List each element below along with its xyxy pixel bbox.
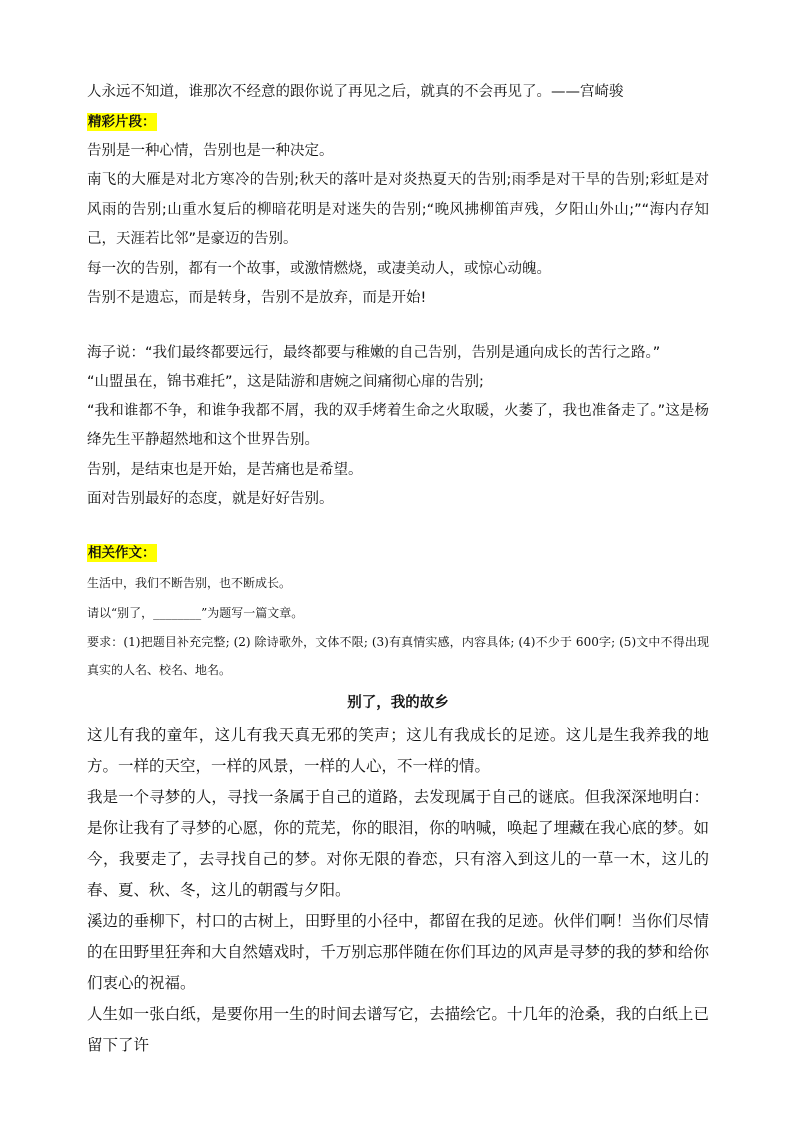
essay-paragraph: 人生如一张白纸，是要你用一生的时间去谱写它，去描绘它。十几年的沧桑，我的白纸上已留下了许 <box>87 1004 709 1054</box>
excerpt-line: “山盟虽在，锦书难托”，这是陆游和唐婉之间痛彻心扉的告别; <box>87 373 484 390</box>
excerpt-line: 告别不是遗忘，而是转身，告别不是放弃，而是开始! <box>87 289 427 306</box>
essay-paragraph: 这儿有我的童年，这儿有我天真无邪的笑声；这儿有我成长的足迹。这儿是生我养我的地方。一样的天空，一样的风景，一样的人心，不一样的情。 <box>87 725 709 775</box>
section-heading-highlights: 精彩片段： <box>88 114 156 130</box>
excerpt-line: 告别是一种心情，告别也是一种决定。 <box>87 143 334 159</box>
task-requirements: 要求：(1)把题目补充完整; (2) 除诗歌外，文体不限; (3)有真情实感，内容具体; (4)不少于 600字; (5)文中不得出现真实的人名、校名、地名。 <box>87 634 709 677</box>
section-heading-related-essay: 相关作文： <box>88 544 156 561</box>
task-line: 生活中，我们不断告别，也不断成长。 <box>87 575 292 590</box>
excerpt-paragraph: “我和谁都不争，和谁争我都不屑，我的双手烤着生命之火取暖，火萎了，我也准备走了。”这是杨绛先生平静超然地和这个世界告别。 <box>87 402 709 448</box>
excerpt-line: 告别，是结束也是开始，是苦痛也是希望。 <box>87 461 363 478</box>
section-heading-row <box>87 538 709 568</box>
excerpt-line: 面对告别最好的态度，就是好好告别。 <box>87 490 334 507</box>
excerpt-line: 每一次的告别，都有一个故事，或激情燃烧，或凄美动人，或惊心动魄。 <box>87 260 551 277</box>
excerpt-line: 海子说：“我们最终都要远行，最终都要与稚嫩的自己告别，告别是通向成长的苦行之路。” <box>87 344 661 361</box>
opening-quote: 人永远不知道，谁那次不经意的跟你说了再见之后，就真的不会再见了。——宫崎骏 <box>87 84 624 100</box>
task-line: 请以“别了，________”为题写一篇文章。 <box>87 605 304 620</box>
excerpt-paragraph: 南飞的大雁是对北方寒冷的告别;秋天的落叶是对炎热夏天的告别;雨季是对干旱的告别;彩虹是对风雨的告别;山重水复后的柳暗花明是对迷失的告别;“晚风拂柳笛声残，夕阳山外山;”“海内存知己，天涯若比邻”是豪迈的告别。 <box>87 172 709 247</box>
essay-paragraph: 我是一个寻梦的人，寻找一条属于自己的道路，去发现属于自己的谜底。但我深深地明白：是你让我有了寻梦的心愿，你的荒芜，你的眼泪，你的呐喊，唤起了埋藏在我心底的梦。如今，我要走了，去寻找自己的梦。对你无限的眷恋，只有溶入到这儿的一草一木，这儿的春、夏、秋、冬，这儿的朝霞与夕阳。 <box>87 787 709 899</box>
blank-line <box>87 313 709 339</box>
essay-paragraph: 溪边的垂柳下，村口的古树上，田野里的小径中，都留在我的足迹。伙伴们啊！当你们尽情的在田野里狂奔和大自然嬉戏时，千万别忘那伴随在你们耳边的风声是寻梦的我的梦和给你们衷心的祝福。 <box>87 911 709 992</box>
blank-line <box>87 514 709 538</box>
section-heading-row <box>87 107 709 137</box>
document-content <box>87 78 709 1061</box>
essay-title: 别了，我的故乡 <box>347 694 449 711</box>
